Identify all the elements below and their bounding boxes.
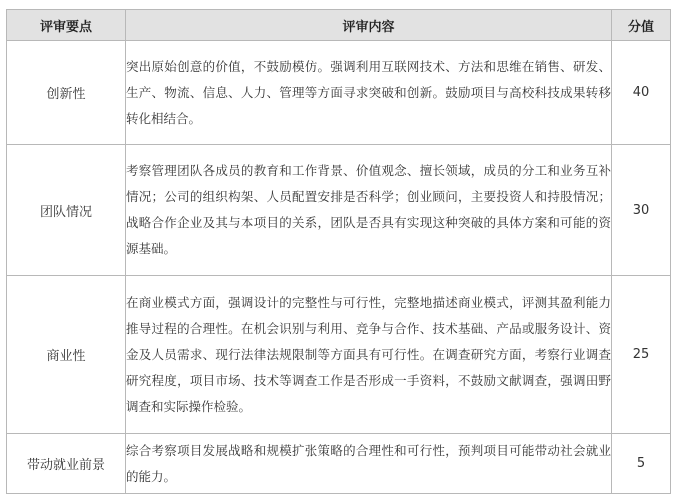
row-score: 5	[612, 434, 671, 494]
header-content: 评审内容	[126, 10, 612, 41]
table-row	[7, 145, 671, 276]
table-row	[7, 41, 671, 145]
table-row	[7, 276, 671, 434]
row-content: 考察管理团队各成员的教育和工作背景、价值观念、擅长领域，成员的分工和业务互补情况；公司的组织构架、人员配置安排是否科学；创业顾问，主要投资人和持股情况；战略合作企业及其与本项目的关系，团队是否具有实现这种突破的具体方案和可能的资源基础。	[126, 145, 612, 276]
row-point: 商业性	[7, 276, 126, 434]
row-score: 25	[612, 276, 671, 434]
row-score: 40	[612, 41, 671, 145]
row-point: 团队情况	[7, 145, 126, 276]
row-content: 在商业模式方面，强调设计的完整性与可行性，完整地描述商业模式，评测其盈利能力推导过程的合理性。在机会识别与利用、竞争与合作、技术基础、产品或服务设计、资金及人员需求、现行法律法规限制等方面具有可行性。在调查研究方面，考察行业调查研究程度，项目市场、技术等调查工作是否形成一手资料，不鼓励文献调查，强调田野调查和实际操作检验。	[126, 276, 612, 434]
header-point: 评审要点	[7, 10, 126, 41]
header-score: 分值	[612, 10, 671, 41]
table-header-row	[7, 10, 671, 41]
evaluation-criteria-table	[6, 9, 671, 494]
row-content: 综合考察项目发展战略和规模扩张策略的合理性和可行性，预判项目可能带动社会就业的能力。	[126, 434, 612, 494]
row-score: 30	[612, 145, 671, 276]
table-row	[7, 434, 671, 494]
row-point: 带动就业前景	[7, 434, 126, 494]
row-point: 创新性	[7, 41, 126, 145]
row-content: 突出原始创意的价值，不鼓励模仿。强调利用互联网技术、方法和思维在销售、研发、生产、物流、信息、人力、管理等方面寻求突破和创新。鼓励项目与高校科技成果转移转化相结合。	[126, 41, 612, 145]
